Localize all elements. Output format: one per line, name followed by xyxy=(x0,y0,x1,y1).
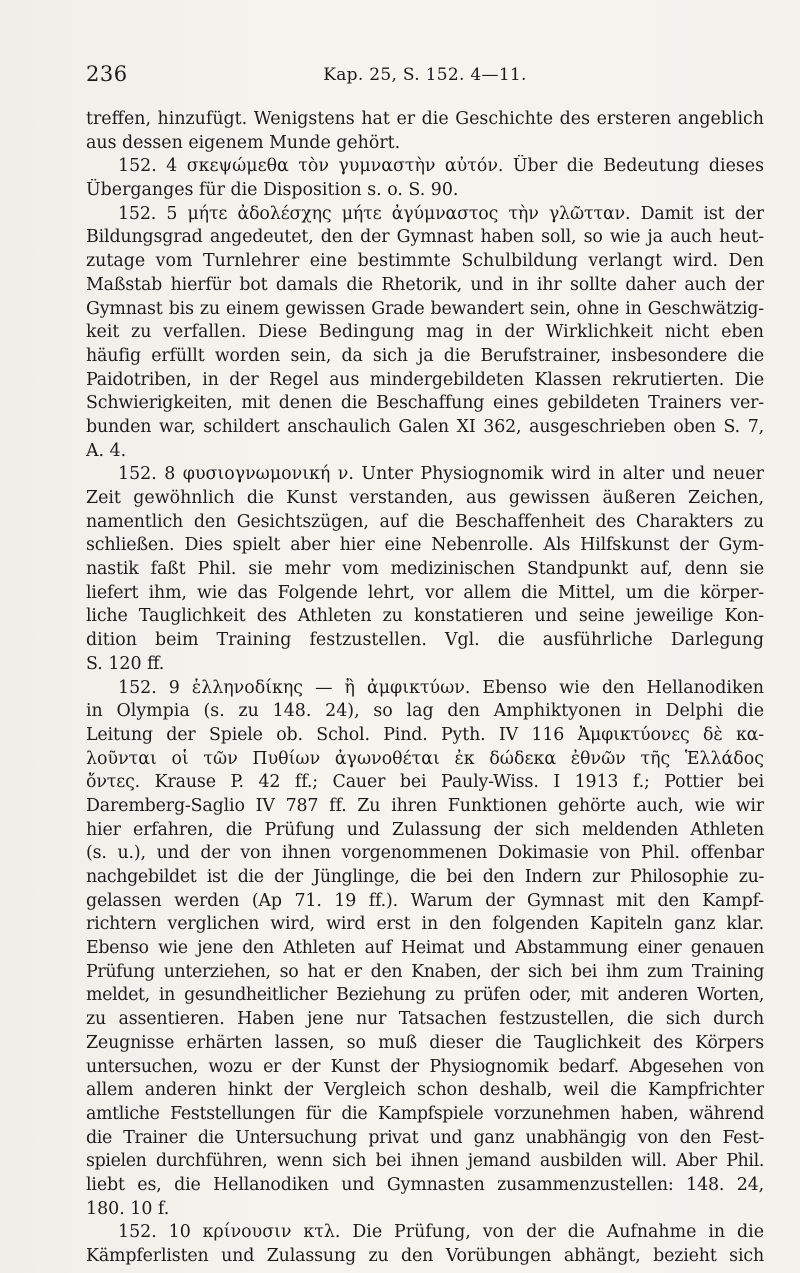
text-line: 152. 5 μήτε ἀδολέσχης μήτε ἀγύμναστος τὴν γλῶτταν. Damit ist der xyxy=(118,203,764,224)
text-line: häufig erfüllt worden sein, da sich ja die Berufstrainer, insbesondere die xyxy=(86,345,764,366)
text-line: treffen, hinzufügt. Wenigstens hat er die Geschichte des ersteren angeblich xyxy=(86,109,764,129)
text-line: schließen. Dies spielt aber hier eine Nebenrolle. Als Hilfskunst der Gym- xyxy=(86,535,764,556)
commentary-text xyxy=(86,108,764,1269)
text-line: Daremberg-Saglio IV 787 ff. Zu ihren Funktionen gehörte auch, wie wir xyxy=(86,795,764,816)
text-line: liefert ihm, wie das Folgende lehrt, vor allem die Mittel, um die körper- xyxy=(86,582,764,603)
text-line: untersuchen, wozu er der Kunst der Physiognomik bedarf. Abgesehen von xyxy=(86,1056,764,1077)
text-line: Schwierigkeiten, mit denen die Beschaffung eines gebildeten Trainers ver- xyxy=(86,393,764,414)
text-line: 152. 8 φυσιογνωμονική ν. Unter Physiognomik wird in alter und neuer xyxy=(118,464,764,485)
text-line: nastik faßt Phil. sie mehr vom medizinischen Standpunkt auf, denn sie xyxy=(86,559,764,580)
text-line: 152. 10 κρίνουσιν κτλ. Die Prüfung, von der die Aufnahme in die xyxy=(118,1222,764,1243)
text-line: Zeugnisse erhärten lassen, so muß dieser die Tauglichkeit des Körpers xyxy=(86,1032,764,1053)
text-line: 152. 4 σκεψώμεθα τὸν γυμναστὴν αὐτόν. Über die Bedeutung dieses xyxy=(118,156,764,177)
text-line: λοῦνται οἱ τῶν Πυθίων ἀγωνοθέται ἐκ δώδεκα ἐθνῶν τῆς Ἑλλάδος xyxy=(86,748,764,769)
text-line: Paidotriben, in der Regel aus mindergebildeten Klassen rekrutierten. Die xyxy=(86,369,764,390)
text-line: spielen durchführen, wenn sich bei ihnen jemand ausbilden will. Aber Phil. xyxy=(86,1151,764,1172)
text-line: Bildungsgrad angedeutet, den der Gymnast haben soll, so wie ja auch heut- xyxy=(86,227,764,248)
text-line: amtliche Feststellungen für die Kampfspiele vorzunehmen haben, während xyxy=(86,1103,764,1124)
text-line: Zeit gewöhnlich die Kunst verstanden, aus gewissen äußeren Zeichen, xyxy=(86,488,764,508)
text-line: ὄντες. Krause P. 42 ff.; Cauer bei Pauly-Wiss. I 1913 f.; Pottier bei xyxy=(86,772,764,793)
text-line: meldet, in gesundheitlicher Beziehung zu prüfen oder, mit anderen Worten, xyxy=(86,985,764,1006)
text-line: S. 120 ff. xyxy=(86,653,165,674)
page-number: 236 xyxy=(86,62,128,86)
text-line: Kämpferlisten und Zulassung zu den Vorübungen abhängt, bezieht sich xyxy=(86,1246,764,1266)
text-line: gelassen werden (Ap 71. 19 ff.). Warum der Gymnast mit den Kampf- xyxy=(86,890,764,911)
text-line: hier erfahren, die Prüfung und Zulassung der sich meldenden Athleten xyxy=(86,819,764,840)
text-line: keit zu verfallen. Diese Bedingung mag in der Wirklichkeit nicht eben xyxy=(86,322,764,343)
text-line: A. 4. xyxy=(86,440,127,461)
text-line: 180. 10 f. xyxy=(86,1198,170,1219)
text-line: Ebenso wie jene den Athleten auf Heimat und Abstammung einer genauen xyxy=(86,938,764,959)
text-line: nachgebildet ist die der Jünglinge, die bei den Indern zur Philosophie zu- xyxy=(86,867,764,887)
text-line: zutage vom Turnlehrer eine bestimmte Schulbildung verlangt wird. Den xyxy=(86,251,764,272)
text-line: Überganges für die Disposition s. o. S. 90. xyxy=(86,180,459,201)
page-header xyxy=(86,60,764,90)
text-line: in Olympia (s. zu 148. 24), so lag den Amphiktyonen in Delphi die xyxy=(86,701,764,722)
text-line: liche Tauglichkeit des Athleten zu konstatieren und seine jeweilige Kon- xyxy=(86,606,764,627)
text-line: die Trainer die Untersuchung privat und ganz unabhängig von den Fest- xyxy=(86,1127,764,1148)
text-line: dition beim Training festzustellen. Vgl. die ausführliche Darlegung xyxy=(86,630,764,651)
text-line: namentlich den Gesichtszügen, auf die Beschaffenheit des Charakters zu xyxy=(86,511,764,532)
text-line: 152. 9 ἑλληνοδίκης — ἢ ἀμφικτύων. Ebenso wie den Hellanodiken xyxy=(118,677,764,698)
text-line: richtern verglichen wird, wird erst in den folgenden Kapiteln ganz klar. xyxy=(86,914,764,935)
text-line: zu assentieren. Haben jene nur Tatsachen festzustellen, die sich durch xyxy=(86,1009,764,1030)
text-line: (s. u.), und der von ihnen vorgenommenen Dokimasie von Phil. offenbar xyxy=(86,843,764,864)
text-line: Gymnast bis zu einem gewissen Grade bewandert sein, ohne in Geschwätzig- xyxy=(86,298,764,319)
text-line: bunden war, schildert anschaulich Galen XI 362, ausgeschrieben oben S. 7, xyxy=(86,416,764,437)
text-line: Prüfung unterziehen, so hat er den Knaben, der sich bei ihm zum Training xyxy=(86,961,764,982)
text-line: allem anderen hinkt der Vergleich schon deshalb, weil die Kampfrichter xyxy=(86,1080,764,1101)
running-head: Kap. 25, S. 152. 4—11. xyxy=(323,65,527,85)
text-line: aus dessen eigenem Munde gehört. xyxy=(86,132,401,153)
text-line: Maßstab hierfür bot damals die Rhetorik, und in ihr sollte daher auch der xyxy=(86,274,764,295)
text-line: liebt es, die Hellanodiken und Gymnasten zusammenzustellen: 148. 24, xyxy=(86,1174,764,1195)
text-line: Leitung der Spiele ob. Schol. Pind. Pyth. IV 116 Ἀμφικτύονες δὲ κα- xyxy=(86,724,764,745)
